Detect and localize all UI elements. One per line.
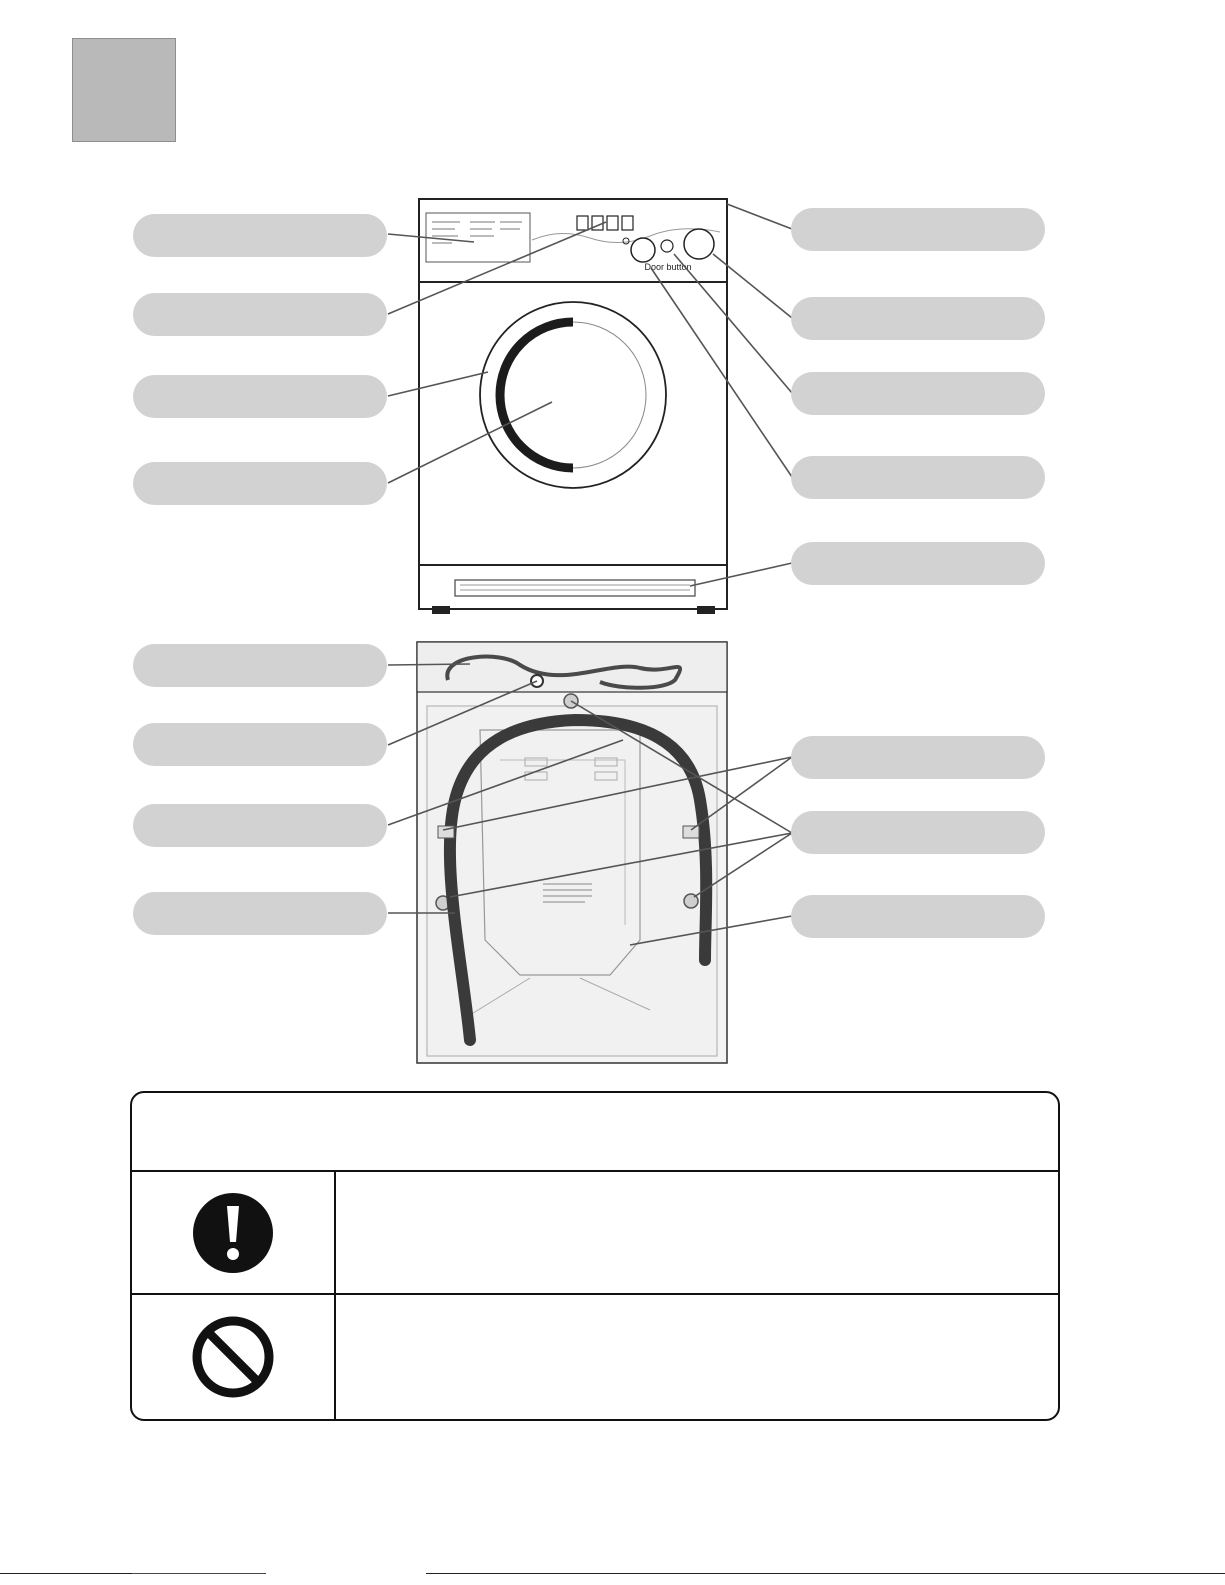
callout-label-right-6: [791, 736, 1045, 779]
hose-clip-right: [683, 826, 699, 838]
callout-label-right-4: [791, 456, 1045, 499]
callout-label-left-5: [133, 644, 387, 687]
door-button-label: Door button: [644, 262, 692, 272]
callout-label-right-2: [791, 297, 1045, 340]
callout-label-right-8: [791, 895, 1045, 938]
callout-label-left-1: [133, 214, 387, 257]
footer-rule-blue: [132, 1573, 266, 1574]
callout-label-right-3: [791, 372, 1045, 415]
callout-label-left-6: [133, 723, 387, 766]
legend-row-prohibited: [132, 1295, 1058, 1419]
legend-text-mandatory: [342, 1172, 1044, 1293]
callout-label-right-1: [791, 208, 1045, 251]
callout-label-left-4: [133, 462, 387, 505]
callout-label-right-7: [791, 811, 1045, 854]
footer-rule-left: [0, 1573, 132, 1574]
safety-symbol-legend: [130, 1091, 1060, 1421]
prohibition-icon: [190, 1314, 276, 1400]
door-button[interactable]: [631, 238, 655, 262]
callout-label-left-8: [133, 892, 387, 935]
callout-label-left-3: [133, 375, 387, 418]
callout-label-right-5: [791, 542, 1045, 585]
legend-row-mandatory: [132, 1172, 1058, 1295]
legend-header: [132, 1093, 1058, 1172]
legend-text-prohibited: [342, 1295, 1044, 1419]
indicator-light: [661, 240, 673, 252]
back-view: [417, 642, 727, 1063]
exclamation-icon: [192, 1192, 274, 1274]
program-selector-knob[interactable]: [684, 229, 714, 259]
footer-rule-right: [426, 1573, 1225, 1574]
callout-label-left-7: [133, 804, 387, 847]
callout-label-left-2: [133, 293, 387, 336]
